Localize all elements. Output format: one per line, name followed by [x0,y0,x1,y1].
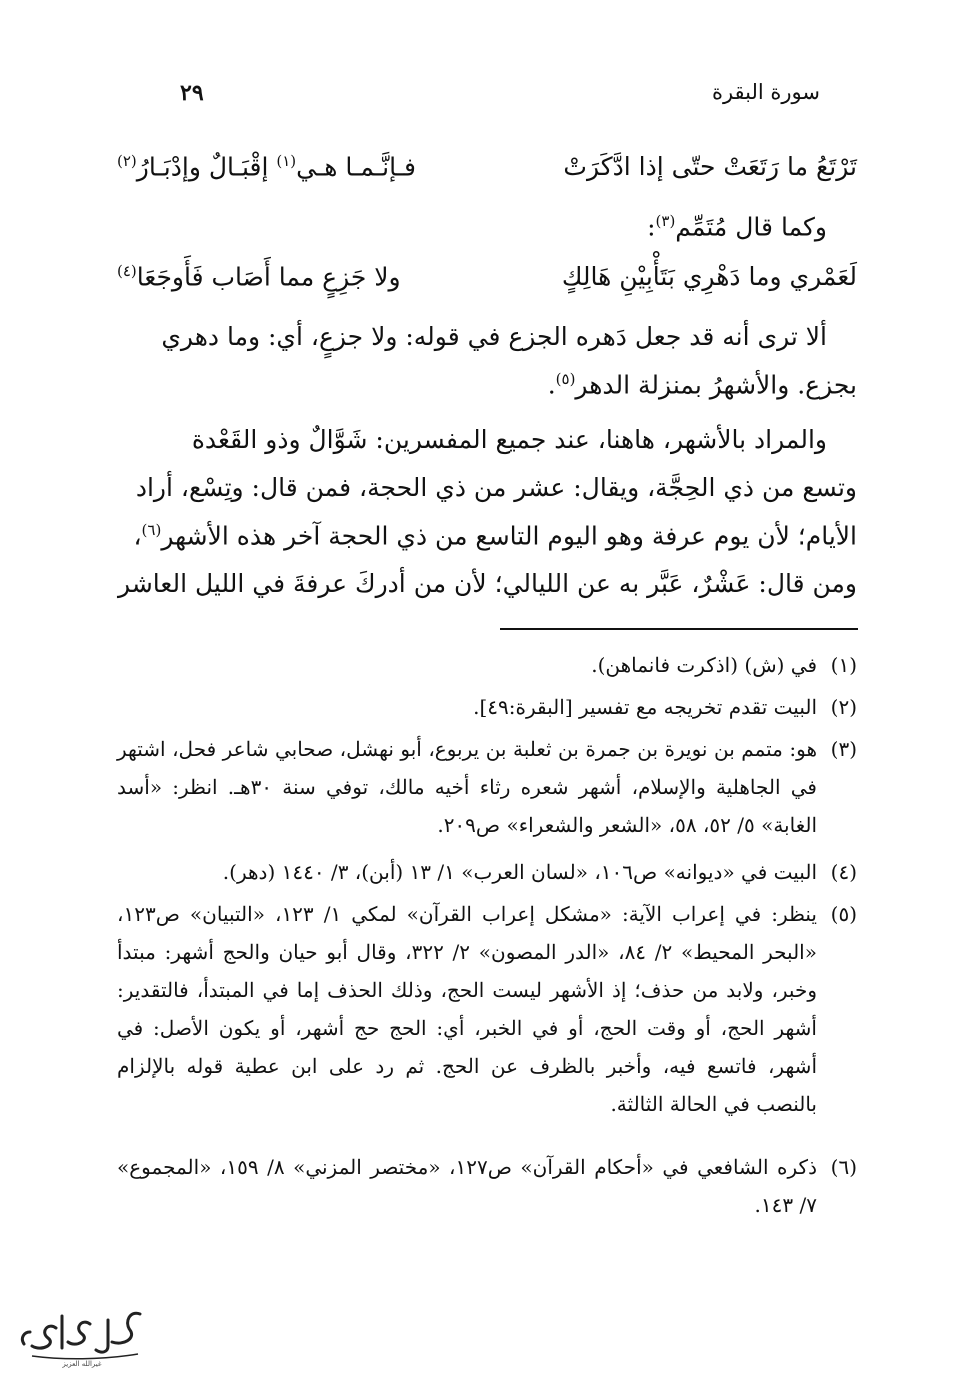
quote-intro-colon: : [647,212,656,242]
poetry-verse-2 [117,262,857,302]
verse-1-second-hemistich [117,152,416,181]
footnote-6-text: ذكره الشافعي في «أحكام القرآن» ص١٢٧، «مختصر المزني» ٨/ ١٥٩، «المجموع» ٧/ ١٤٣. [117,1155,817,1217]
footnote-ref-6: (٦) [141,521,162,539]
calligraphy-stamp-logo [12,1302,152,1368]
footnote-6 [117,1148,857,1224]
footnote-ref-5: (٥) [555,370,576,388]
footnote-4 [117,853,857,891]
surah-title: سورة البقرة [711,80,820,104]
page-header [170,80,820,120]
footnote-5-number: (٥) [830,902,857,926]
footnote-ref-3: (٣) [655,212,676,230]
paragraph-2-line-3-end: ، [133,521,142,551]
paragraph-2-line-4: ومن قال: عَشْرٌ، عَبَّر به عن الليالي؛ لأن من أدركَ عرفةَ في الليل العاشر [118,569,857,598]
verse-2-first-hemistich: لَعَمْري وما دَهْرِي بَتَأْبِيْنِ هَالِكٍ [561,262,857,291]
paragraph-1-line-2-text: بجزع. والأشهرُ بمنزلة الدهر [575,370,857,400]
paragraph-2-line-1: والمراد بالأشهر، هاهنا، عند جميع المفسرين: شَوَّالٌ وذو القَعْدة [191,425,827,454]
footnote-3-number: (٣) [830,737,857,761]
footnote-ref-4: (٤) [117,262,137,280]
paragraph-1-end: . [547,370,556,400]
poetry-verse-1 [117,152,857,192]
footnote-5 [117,895,857,1123]
footnote-1-text: في (ش) (اذكرت فانماهن). [591,653,817,677]
footnote-ref-1: (١) [276,152,297,170]
footnote-2 [117,688,857,726]
footnote-3-text: هو: متمم بن نويرة بن جمرة بن ثعلبة بن يربوع، أبو نهشل، صحابي شاعر فحل، اشتهر في الجاهلية والإسلام، أشهر شعره رثاء أخيه مالك، توفي سنة ٣٠هـ. انظر: «أسد الغابة» ٥/ ٥٢، ٥٨، «الشعر والشعراء» ص٢٠٩. [117,737,817,837]
footnote-3 [117,730,857,844]
footnote-separator [500,628,858,630]
verse-1-first-hemistich: تَرْتَعُ ما رَتَعَتْ حتّى إذا ادَّكَرَتْ [563,152,857,181]
footnote-1 [117,646,857,684]
paragraph-1-line-2 [117,370,857,400]
verse-2-second-text: ولا جَزِعٍ مما أَصَاب فَأَوجَعَا [136,262,401,292]
svg-text:غيرالله العزيز: غيرالله العزيز [62,1360,102,1368]
paragraph-2-line-2: وتسع من ذي الحِجَّة، ويقال: عشر من ذي الحجة، فمن قال: وتِسْع، أراد [135,473,857,502]
verse-1-second-part-b: إقْبَـالٌ وإدْبَـارُ [136,152,269,182]
footnote-6-number: (٦) [830,1155,857,1179]
verse-2-second-hemistich [117,262,401,291]
quote-intro [87,212,827,242]
footnote-4-number: (٤) [830,860,857,884]
footnote-2-number: (٢) [830,695,857,719]
quote-intro-text: وكما قال مُتَمِّم [675,212,827,242]
footnote-4-text: البيت في «ديوانه» ص١٠٦، «لسان العرب» ١/ ١٣ (أبن)، ٣/ ١٤٤٠ (دهر). [222,860,817,884]
paragraph-2-line-3-text: الأيام؛ لأن يوم عرفة وهو اليوم التاسع من ذي الحجة آخر هذه الأشهر [161,521,857,551]
paragraph-2-line-3 [117,521,857,551]
footnote-5-text: ينظر: في إعراب الآية: «مشكل إعراب القرآن» لمكي ١/ ١٢٣، «التبيان» ص١٢٣، «البحر المحيط» ٢/ ٨٤، «الدر المصون» ٢/ ٣٢٢، وقال أبو حيان والحج أشهر: مبتدأ وخبر، ولابد من حذف؛ إذ الأشهر ليست الحج، وذلك الحذف إما في المبتدأ، فالتقدير: أشهر الحج، أو وقت الحج، أو في الخبر، أي: الحج حج أشهر، أو يكون الأصل: في أشهر، فاتسع فيه، وأخبر بالظرف عن الحج. ثم رد على ابن عطية قوله بالإلزام بالنصب في الحالة الثالثة. [117,902,817,1116]
page-number: ٢٩ [180,80,204,106]
verse-1-second-part-a: فـإنَّـمـا هـي [296,152,417,182]
paragraph-1-line-1: ألا ترى أنه قد جعل دَهره الجزع في قوله: ولا جزعٍ، أي: وما دهري [161,322,827,351]
footnote-1-number: (١) [830,653,857,677]
footnote-ref-2: (٢) [117,152,137,170]
footnote-2-text: البيت تقدم تخريجه مع تفسير [البقرة:٤٩]. [473,695,817,719]
